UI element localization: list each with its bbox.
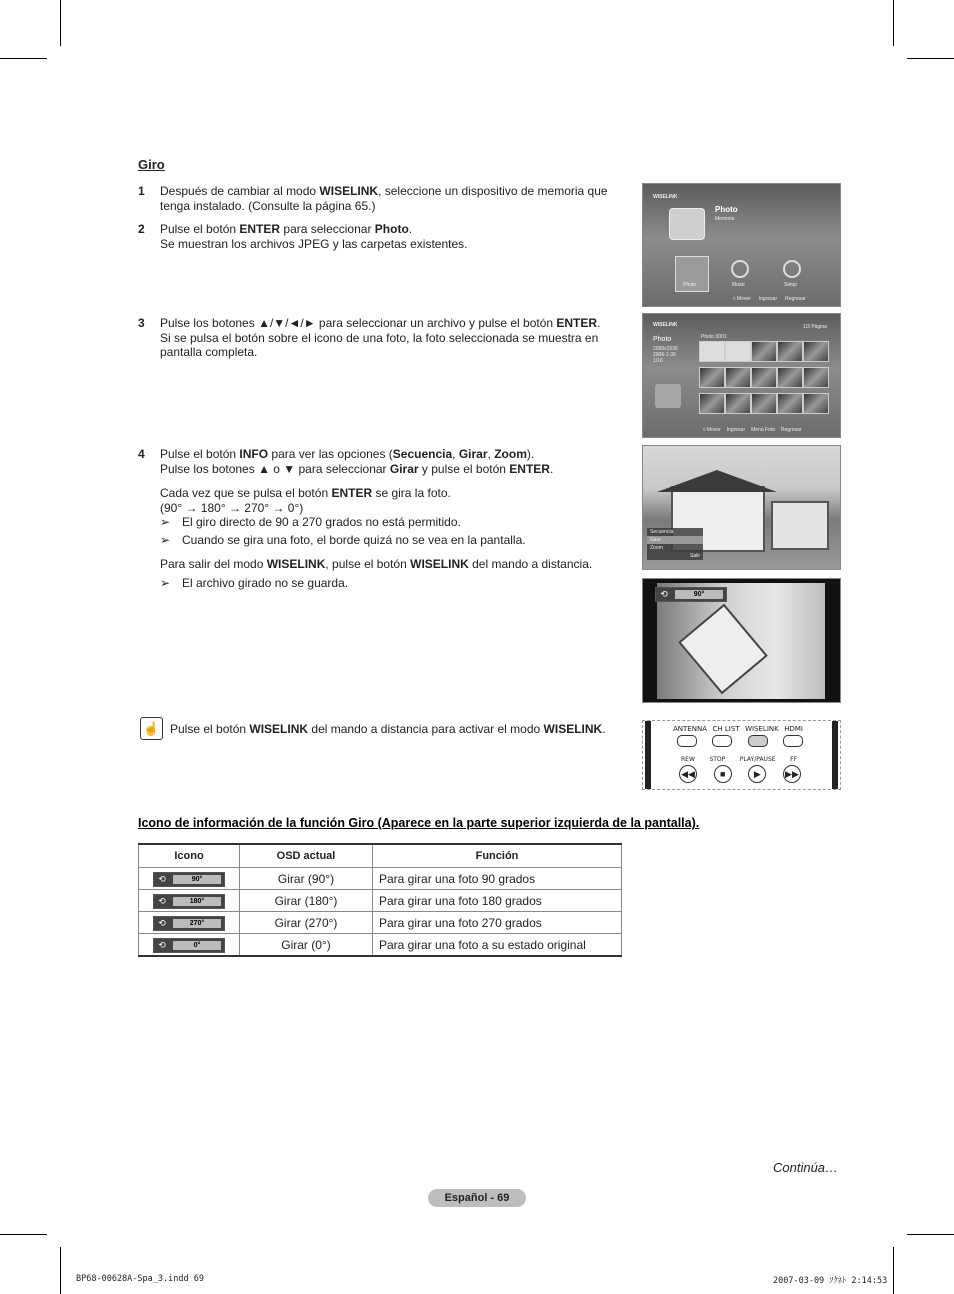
crop-mark	[0, 1234, 47, 1235]
crop-mark	[893, 0, 894, 46]
function-cell: Para girar una foto 270 grados	[373, 912, 622, 934]
photo-info: 2096x1536 2006-1-30 1/16	[653, 346, 678, 364]
remote-buttons-2	[679, 765, 801, 783]
continues-label: Continúa…	[773, 1160, 839, 1175]
rotate-icon: ⟲	[158, 873, 166, 884]
arrow-icon: ➢	[160, 532, 171, 547]
photo-thumb[interactable]	[699, 367, 725, 388]
step-number: 3	[138, 316, 145, 330]
fast-forward-icon[interactable]: ▶▶	[783, 765, 801, 783]
icon-label: Setup	[784, 282, 798, 288]
arrow-icon: ➢	[160, 515, 171, 529]
brand-logo: WISELINK	[653, 194, 678, 200]
crop-mark	[907, 58, 954, 59]
screen-title: Photo	[715, 205, 738, 214]
photo-thumb[interactable]	[751, 367, 777, 388]
gear-icon	[783, 260, 801, 278]
camera-icon	[655, 384, 681, 408]
step-3	[138, 316, 633, 360]
wiselink-label: WISELINK	[745, 725, 779, 733]
play-pause-icon[interactable]: ▶	[748, 765, 766, 783]
function-cell: Para girar una foto 180 grados	[373, 890, 622, 912]
camera-icon	[669, 208, 705, 240]
rotate-icon: ⟲	[158, 917, 166, 928]
menu-item-girar[interactable]: Girar	[647, 536, 703, 544]
screenshot-wiselink-menu	[642, 183, 841, 307]
table-row	[139, 868, 622, 890]
screenshot-rotated-photo	[642, 578, 841, 703]
note: ➢ Cuando se gira una foto, el borde quizá no se vea en la pantalla.	[160, 532, 526, 547]
remote-edge	[645, 721, 651, 789]
icon-label: Music	[732, 282, 746, 288]
rotation-icon-table	[138, 843, 622, 957]
photo-thumb[interactable]	[777, 341, 803, 362]
photo-thumb[interactable]	[751, 341, 777, 362]
photo-thumb[interactable]	[803, 393, 829, 414]
icon-cell	[139, 868, 240, 890]
osd-cell: Girar (270°)	[240, 912, 373, 934]
info-section-title: Icono de información de la función Giro (Aparece en la parte superior izquierda de la pantalla).	[138, 816, 700, 830]
crop-mark	[60, 0, 61, 46]
step-2	[138, 222, 633, 251]
crop-mark	[893, 1247, 894, 1294]
photo-thumb[interactable]	[699, 393, 725, 414]
thumbnail-grid	[699, 341, 827, 421]
step-text: Después de cambiar al modo WISELINK, seleccione un dispositivo de memoria que tenga instalado. (Consulte la página 65.)	[160, 184, 608, 213]
rotate-icon: ⟲	[158, 895, 166, 906]
screenshot-photo-menu	[642, 445, 841, 570]
icon-cell	[139, 912, 240, 934]
icon-label: Photo	[683, 282, 697, 288]
folder-thumb	[699, 341, 725, 362]
step-number: 2	[138, 222, 145, 236]
remote-buttons-1	[677, 735, 803, 747]
rotation-osd	[655, 587, 727, 602]
chlist-label: CH LIST	[712, 725, 740, 733]
rotation-icon: ⟲ 90°	[153, 872, 225, 887]
crop-mark	[0, 58, 47, 59]
rotate-icon: ⟲	[660, 589, 668, 599]
step-text: Pulse el botón INFO para ver las opciones (Secuencia, Girar, Zoom). Pulse los botones ▲ o ▼ para seleccionar Girar y pulse el botón ENTER. Cada vez que se pulsa el botón ENTER se gira la foto. (90° → 180° → 270° → 0°) ➢ El giro directo de 90 a 270 grados no está permitido. ➢ Cuando se gira una foto, el borde quizá no se vea en la pantalla. Para salir del modo WISELINK, pulse el botón WISELINK del mando a distancia. ➢ El archivo girado no se guarda.	[160, 447, 633, 590]
music-icon	[731, 260, 749, 278]
note: ➢ El giro directo de 90 a 270 grados no está permitido.	[160, 515, 461, 529]
remote-row-2	[681, 756, 797, 763]
rotation-icon: ⟲ 270°	[153, 916, 225, 931]
function-cell: Para girar una foto a su estado original	[373, 934, 622, 957]
step-number: 1	[138, 184, 145, 198]
nav-bar: ◊ Mover Ingresar Regresar	[733, 296, 806, 302]
note: ➢ El archivo girado no se guarda.	[160, 575, 349, 590]
page-indicator: 1/3 Página	[803, 324, 827, 330]
photo-thumb[interactable]	[777, 393, 803, 414]
print-file-info: BP68-00628A-Spa_3.indd 69	[76, 1274, 204, 1284]
stop-label: STOP	[709, 756, 726, 763]
folder-thumb	[725, 341, 751, 362]
table-row	[139, 912, 622, 934]
antenna-label: ANTENNA	[673, 725, 707, 733]
step-text: Pulse el botón ENTER para seleccionar Photo. Se muestran los archivos JPEG y las carpetas existentes.	[160, 222, 468, 251]
remote-row-1	[673, 725, 803, 733]
playpause-label: PLAY/PAUSE	[739, 756, 776, 763]
function-cell: Para girar una foto 90 grados	[373, 868, 622, 890]
arrow-icon: ➢	[160, 575, 171, 590]
rotate-icon: ⟲	[158, 939, 166, 950]
brand-logo: WISELINK	[653, 322, 678, 328]
house-shape	[771, 501, 829, 550]
table-header-row	[139, 844, 622, 868]
rotation-icon: ⟲ 180°	[153, 894, 225, 909]
photo-thumb[interactable]	[751, 393, 777, 414]
table-row	[139, 934, 622, 957]
menu-exit[interactable]: Salir	[689, 553, 700, 559]
step-number: 4	[138, 447, 145, 461]
hand-icon: ☝	[140, 717, 163, 740]
hdmi-label: HDMI	[784, 725, 803, 733]
step-1	[138, 184, 633, 213]
table-header: OSD actual	[240, 844, 373, 868]
ff-label: FF	[790, 756, 797, 763]
remote-image	[642, 720, 841, 790]
photo-thumb[interactable]	[725, 367, 751, 388]
screen-title: Photo	[653, 336, 672, 343]
house-roof	[657, 470, 777, 492]
print-date-info: 2007-03-09 ｿｸﾈﾄ 2:14:53	[773, 1276, 888, 1286]
screen-subtitle: Memoria	[715, 216, 735, 222]
remote-note: Pulse el botón WISELINK del mando a distancia para activar el modo WISELINK.	[170, 722, 606, 736]
crop-mark	[60, 1247, 61, 1294]
rotation-value: 90°	[675, 590, 723, 599]
rew-label: REW	[681, 756, 695, 763]
stop-icon[interactable]: ■	[714, 765, 732, 783]
menu-item-zoom[interactable]: Zoom	[650, 545, 663, 551]
nav-bar: ◊ Mover Ingresar Menú Foto Regresar	[703, 427, 802, 433]
rewind-icon[interactable]: ◀◀	[679, 765, 697, 783]
photo-thumb[interactable]	[803, 367, 829, 388]
rotation-icon: ⟲ 0°	[153, 938, 225, 953]
table-header: Función	[373, 844, 622, 868]
folder-path: Photo 0001	[701, 334, 727, 340]
osd-cell: Girar (0°)	[240, 934, 373, 957]
hdmi-button[interactable]	[783, 735, 803, 747]
table-header: Icono	[139, 844, 240, 868]
chlist-button[interactable]	[712, 735, 732, 747]
table-row	[139, 890, 622, 912]
photo-thumb[interactable]	[777, 367, 803, 388]
step-text: Pulse los botones ▲/▼/◄/► para seleccionar un archivo y pulse el botón ENTER. Si se pulsa el botón sobre el icono de una foto, la foto seleccionada se muestra en pantalla completa.	[160, 316, 601, 359]
photo-thumb[interactable]	[803, 341, 829, 362]
icon-cell	[139, 890, 240, 912]
info-menu	[647, 528, 703, 560]
section-heading: Giro	[138, 157, 165, 172]
screenshot-photo-browser	[642, 313, 841, 438]
page-number-badge: Español - 69	[428, 1189, 526, 1207]
photo-thumb[interactable]	[725, 393, 751, 414]
wiselink-button[interactable]	[748, 735, 768, 747]
remote-edge	[832, 721, 838, 789]
antenna-button[interactable]	[677, 735, 697, 747]
step-4	[138, 447, 633, 590]
icon-cell	[139, 934, 240, 957]
crop-mark	[907, 1234, 954, 1235]
osd-cell: Girar (90°)	[240, 868, 373, 890]
menu-item-secuencia[interactable]: Secuencia	[650, 529, 674, 535]
osd-cell: Girar (180°)	[240, 890, 373, 912]
